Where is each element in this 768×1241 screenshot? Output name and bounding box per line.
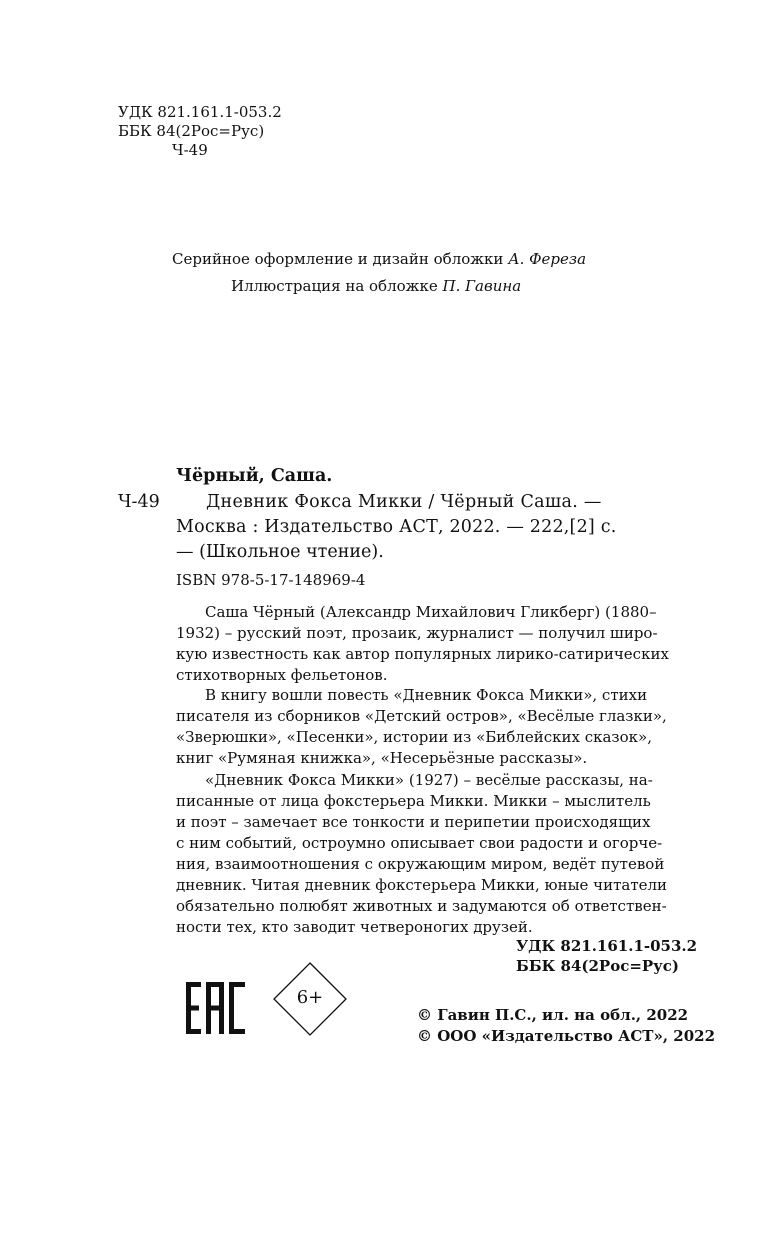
udk-footer: УДК 821.161.1-053.2 <box>516 937 698 955</box>
annotation-p3-line: ности тех, кто заводит четвероногих друзей. <box>176 918 533 936</box>
age-rating-badge <box>272 961 348 1037</box>
illustration-prefix: Иллюстрация на обложке <box>231 277 438 295</box>
author-mark-header: Ч-49 <box>172 141 208 159</box>
series-design-credit <box>172 250 586 268</box>
annotation-p1-line: Саша Чёрный (Александр Михайлович Гликберг) (1880– <box>205 603 657 621</box>
annotation-p3-line: обязательно полюбят животных и задумаются об ответствен- <box>176 897 667 915</box>
catalog-title-line1: Дневник Фокса Микки / Чёрный Саша. — <box>206 492 602 512</box>
bbk-footer: ББК 84(2Рос=Рус) <box>516 957 680 975</box>
annotation-p1-line: стихотворных фельетонов. <box>176 666 388 684</box>
catalog-title-line3: — (Школьное чтение). <box>176 542 384 562</box>
illustration-credit <box>231 277 521 295</box>
annotation-p2-line: книг «Румяная книжка», «Несерьёзные рассказы». <box>176 749 588 767</box>
catalog-mark: Ч-49 <box>118 492 160 512</box>
age-rating-text: 6+ <box>296 987 324 1008</box>
annotation-p3-line: дневник. Читая дневник фокстерьера Микки, юные читатели <box>176 876 668 894</box>
copyright-publisher: © ООО «Издательство АСТ», 2022 <box>417 1027 716 1045</box>
series-design-prefix: Серийное оформление и дизайн обложки <box>172 250 504 268</box>
isbn: ISBN 978-5-17-148969-4 <box>176 571 366 589</box>
annotation-p3-line: с ним событий, остроумно описывает свои радости и огорче- <box>176 834 663 852</box>
annotation-p3-line: писанные от лица фокстерьера Микки. Микки – мыслитель <box>176 792 651 810</box>
annotation-p3-line: «Дневник Фокса Микки» (1927) – весёлые рассказы, на- <box>205 771 653 789</box>
annotation-p3-line: и поэт – замечает все тонкости и перипетии происходящих <box>176 813 651 831</box>
catalog-title-line2: Москва : Издательство АСТ, 2022. — 222,[2] с. <box>176 517 617 537</box>
udk-header: УДК 821.161.1-053.2 <box>118 103 282 121</box>
eac-logo <box>186 982 246 1034</box>
annotation-p2-line: В книгу вошли повесть «Дневник Фокса Микки», стихи <box>205 686 648 704</box>
annotation-p2-line: «Зверюшки», «Песенки», истории из «Библейских сказок», <box>176 728 652 746</box>
bbk-header: ББК 84(2Рос=Рус) <box>118 122 265 140</box>
annotation-p3-line: ния, взаимоотношения с окружающим миром, ведёт путевой <box>176 855 665 873</box>
annotation-p2-line: писателя из сборников «Детский остров», «Весёлые глазки», <box>176 707 667 725</box>
annotation-p1-line: кую известность как автор популярных лирико-сатирических <box>176 645 669 663</box>
annotation-p1-line: 1932) – русский поэт, прозаик, журналист — получил широ- <box>176 624 658 642</box>
illustration-name: П. Гавина <box>442 277 522 295</box>
series-design-name: А. Фереза <box>508 250 587 268</box>
catalog-author: Чёрный, Саша. <box>176 466 333 486</box>
copyright-illustrator: © Гавин П.С., ил. на обл., 2022 <box>417 1006 689 1024</box>
